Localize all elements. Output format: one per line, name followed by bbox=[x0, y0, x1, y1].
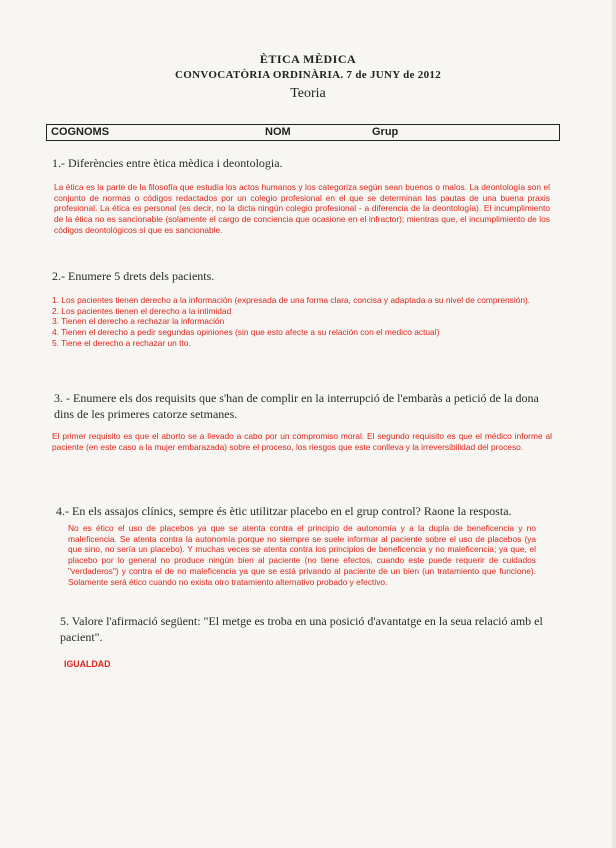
list-item: 5. Tiene el derecho a rechazar un tto. bbox=[52, 337, 191, 348]
exam-subtitle: CONVOCATÒRIA ORDINÀRIA. 7 de JUNY de 2012 bbox=[174, 69, 441, 81]
list-item: 4. Tienen el derecho a pedir segundas opiniones (sin que esto afecte a su relación con el medico actual) bbox=[52, 327, 440, 338]
surnames-label: COGNOMS bbox=[51, 126, 110, 138]
question-1: 1.- Diferències entre ètica mèdica i deontologia. bbox=[52, 156, 283, 170]
answer-3: El primer requisito es que el aborto se a llevado a cabo por un compromiso moral. El segundo requisito es que el médico informe al paciente (en este caso a la mujer embarazada) sobre el proceso, los riesgos que este conlleva y la irreversibilidad del proceso. bbox=[52, 431, 552, 452]
answer-4: No es ético el uso de placebos ya que se atenta contra el principio de autonomía y a la dupla de beneficencia y no maleficencia. Se atenta contra la autonomía porque no siempre se suele informar al paciente sobre el uso de placebos (ya que sino, no sería un placebo). Y muchas veces se atenta contra los principios de beneficencia y no maleficencia; ya que, el placebo por lo general no produce ningún bien al paciente (no tiene efectos, cuando este puede requerir de cuidados "verdaderos") y contra el de no maleficencia ya que se está privando al paciente de un bien (un tratamiento que funcione). Solamente será ético cuando no exista otro tratamiento alternativo probado y efectivo. bbox=[68, 523, 536, 587]
answer-2-list bbox=[52, 295, 550, 349]
student-name-bar bbox=[46, 124, 560, 141]
question-4: 4.- En els assajos clínics, sempre és ètic utilitzar placebo en el grup control? Raone la resposta. bbox=[56, 504, 512, 518]
list-item: 3. Tienen el derecho a rechazar la información bbox=[52, 316, 225, 327]
list-item: 2. Los pacientes tienen el derecho a la intimidad bbox=[52, 305, 232, 316]
exam-title: ÈTICA MÈDICA bbox=[259, 52, 357, 66]
answer-5: IGUALDAD bbox=[64, 659, 111, 669]
name-label: NOM bbox=[265, 126, 291, 138]
scan-edge bbox=[612, 0, 616, 848]
list-item: 1. Los pacientes tienen derecho a la información (expresada de una forma clara, concisa y adaptada a su nivel de comprensión). bbox=[52, 295, 531, 305]
question-2: 2.- Enumere 5 drets dels pacients. bbox=[52, 269, 215, 283]
exam-section: Teoria bbox=[290, 86, 326, 101]
question-5: 5. Valore l'afirmació següent: "El metge es troba en una posició d'avantatge en la seua relació amb el pacient". bbox=[60, 614, 543, 644]
question-3: 3. - Enumere els dos requisits que s'han de complir en la interrupció de l'embaràs a petició de la dona dins de les primeres catorze setmanes. bbox=[54, 391, 539, 421]
group-label: Grup bbox=[372, 126, 399, 138]
answer-1: La ética es la parte de la filosofía que estudia los actos humanos y los categoriza según sean buenos o malos. La deontología son el conjunto de normas o códigos redactados por un colegio profesional en el que se determinan las pautas de una buena praxis profesional. La ética es personal (es decir, no la dicta ningún colegio profesional - a diferencia de la deontología). El incumplimiento de la ética no es sancionable (solamente el cargo de conciencia que ocasione en el infractor); mientras que, el incumplimiento de los códigos deontológicos sí que es sancionable. bbox=[54, 182, 550, 235]
